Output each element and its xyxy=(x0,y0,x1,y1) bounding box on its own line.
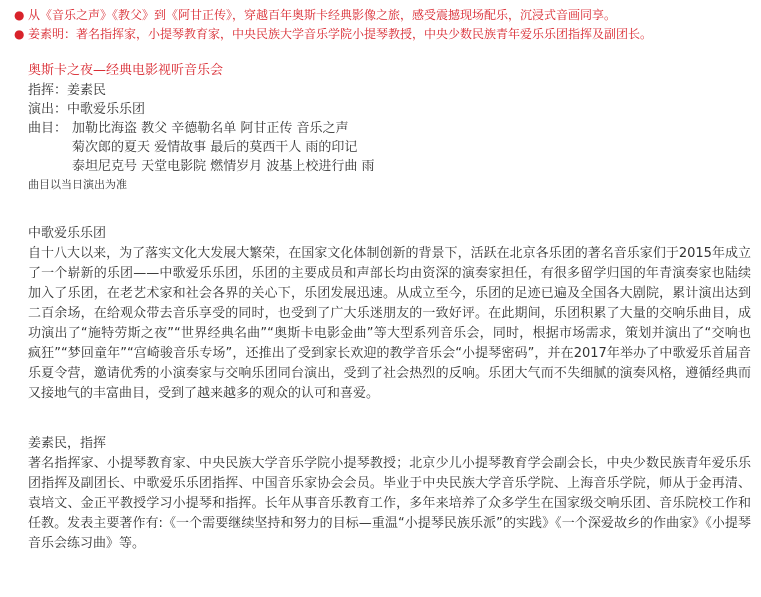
program-line: 加勒比海盗 教父 辛德勒名单 阿甘正传 音乐之声 xyxy=(72,121,349,136)
bullet-dot-icon: ● xyxy=(14,27,25,41)
conductor-description: 著名指挥家、小提琴教育家、中央民族大学音乐学院小提琴教授；北京少儿小提琴教育学会副会长，中央少数民族青年爱乐乐团指挥及副团长、中歌爱乐乐团指挥、中国音乐家协会会员。毕业于中央民族大学音乐学院、上海音乐学院，师从于金再清、袁培文、金正平教授学习小提琴和指挥。长年从事音乐教育工作，多年来培养了众多学生在国家级交响乐团、音乐院校工作和任教。发表主要著作有:《一个需要继续坚持和努力的目标—重温“小提琴民族乐派”的实践》《一个深爱故乡的作曲家》《小提琴音乐会练习曲》等。 xyxy=(28,456,751,551)
orchestra-heading: 中歌爱乐乐团 xyxy=(28,226,107,241)
intro-bullets xyxy=(14,6,751,44)
program-note: 曲目以当日演出为准 xyxy=(28,178,127,191)
intro-bullet-text: 从《音乐之声》《教父》到《阿甘正传》，穿越百年奥斯卡经典影像之旅，感受震撼现场配乐，沉浸式音画同享。 xyxy=(28,8,617,22)
program-list xyxy=(72,119,751,176)
performer-line: 演出：中歌爱乐乐团 xyxy=(28,102,146,117)
concert-title: 奥斯卡之夜—经典电影视听音乐会 xyxy=(28,63,224,78)
conductor-heading: 姜素民，指挥 xyxy=(28,436,107,451)
program xyxy=(28,119,751,176)
conductor-section xyxy=(28,434,751,554)
orchestra-section xyxy=(28,224,751,404)
bullet-dot-icon: ● xyxy=(14,8,25,22)
conductor-line: 指挥：姜素民 xyxy=(28,83,107,98)
intro-bullet-2 xyxy=(14,25,751,44)
program-line: 菊次郎的夏天 爱情故事 最后的莫西干人 雨的印记 xyxy=(72,140,358,155)
intro-bullet-1 xyxy=(14,6,751,25)
program-label: 曲目： xyxy=(28,121,68,136)
orchestra-description: 自十八大以来，为了落实文化大发展大繁荣，在国家文化体制创新的背景下，活跃在北京各乐团的著名音乐家们于2015年成立了一个崭新的乐团——中歌爱乐乐团，乐团的主要成员和声部长均由资深的演奏家担任，有很多留学归国的年青演奏家也陆续加入了乐团，在老艺术家和社会各界的关心下，乐团发展迅速。从成立至今，乐团的足迹已遍及全国各大剧院，累计演出达到二百余场，在给观众带去音乐享受的同时，也受到了广大乐迷朋友的一致好评。在此期间，乐团积累了大量的交响乐曲目，成功演出了“施特劳斯之夜”“世界经典名曲”“奥斯卡电影金曲”等大型系列音乐会，同时，根据市场需求，策划并演出了“交响也疯狂”“梦回童年”“宫崎骏音乐专场”，还推出了受到家长欢迎的教学音乐会“小提琴密码”，并在2017年举办了中歌爱乐首届音乐夏令营，邀请优秀的小演奏家与交响乐团同台演出，受到了社会热烈的反响。乐团大气而不失细腻的演奏风格，遵循经典而又接地气的丰富曲目，受到了越来越多的观众的认可和喜爱。 xyxy=(28,246,751,401)
program-line: 泰坦尼克号 天堂电影院 燃情岁月 波基上校进行曲 雨 xyxy=(72,159,375,174)
intro-bullet-text: 姜素明：著名指挥家，小提琴教育家，中央民族大学音乐学院小提琴教授，中央少数民族青年爱乐乐团指挥及副团长。 xyxy=(28,27,653,41)
